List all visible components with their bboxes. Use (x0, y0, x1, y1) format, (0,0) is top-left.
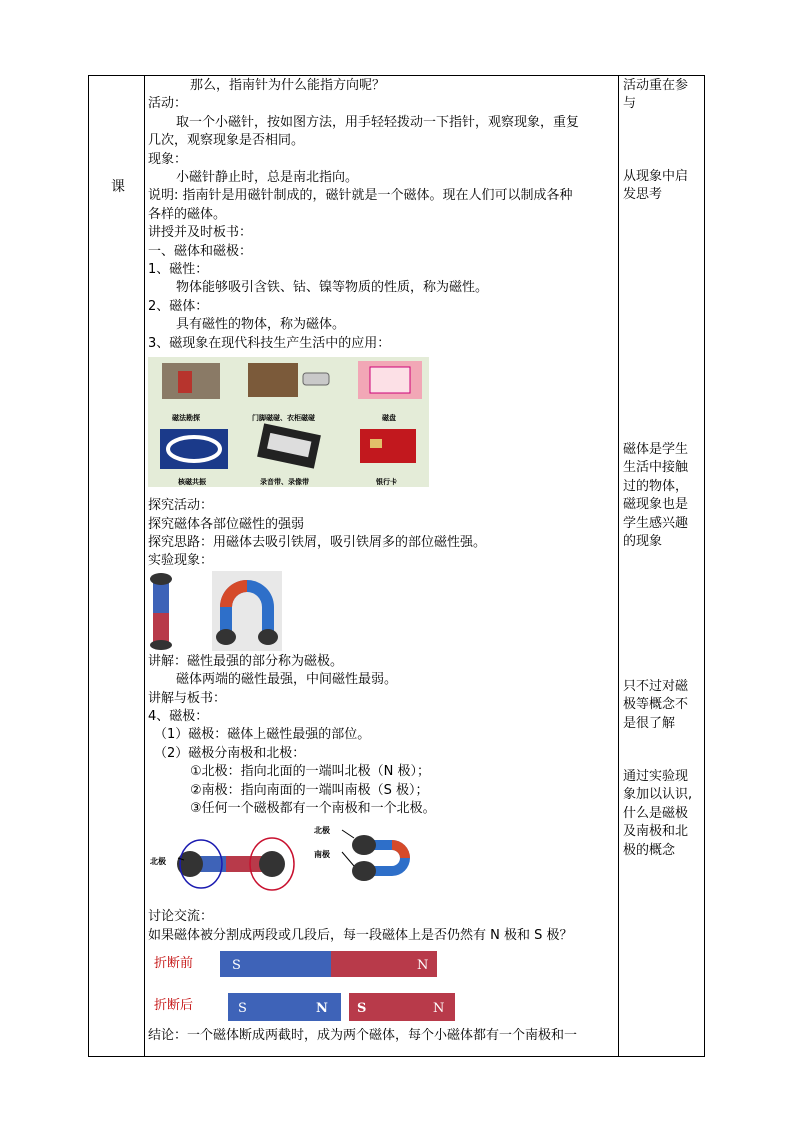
text-line: 讲解：磁性最强的部分称为磁极。 (148, 653, 344, 669)
iron-filings (150, 573, 172, 585)
text-line: （2）磁极分南极和北极： (154, 745, 306, 761)
lesson-table (88, 75, 705, 1057)
note-line: 及南极和北 (623, 824, 689, 840)
card-chip (370, 439, 382, 448)
magnet-half-2 (349, 993, 455, 1021)
door-photo (248, 363, 298, 397)
iron-filings (216, 629, 236, 645)
text-line: 小磁针静止时，总是南北指向。 (176, 170, 359, 186)
caption-card: 银行卡 (376, 478, 397, 487)
note-line: 磁现象也是 (623, 497, 689, 513)
magnet-letter-n: N (433, 1001, 445, 1017)
text-line: 活动： (148, 96, 188, 112)
caption-door: 门脚磁碰、衣柜磁碰 (252, 414, 315, 423)
text-line: 各样的磁体。 (148, 206, 227, 222)
text-line: 具有磁性的物体，称为磁体。 (176, 317, 346, 333)
text-line: 物体能够吸引含铁、钴、镍等物质的性质，称为磁性。 (176, 280, 489, 296)
note-line: 学生感兴趣 (623, 515, 689, 531)
caption-disk: 磁盘 (382, 414, 396, 423)
label-pointer (342, 852, 354, 866)
magnet-whole-blue (220, 951, 331, 977)
poles-figure (148, 820, 448, 902)
magnet-letter-s: S (232, 958, 241, 974)
text-line: 讨论交流： (148, 909, 214, 925)
before-break-label: 折断前 (154, 956, 194, 972)
iron-filings (150, 640, 172, 650)
caption-mri: 核磁共振 (178, 478, 206, 487)
magnet-applications-figure (148, 357, 429, 487)
south-pole-label: 南极 (314, 850, 330, 860)
note-line: 极的概念 (623, 842, 676, 858)
note-line: 极等概念不 (623, 697, 689, 713)
text-line: 那么，指南针为什么能指方向呢？ (190, 78, 386, 93)
note-concepts (623, 678, 701, 733)
text-line: 如果磁体被分割成两段或几段后，每一段磁体上是否仍然有 N 极和 S 极？ (148, 927, 573, 943)
conclusion-line: 结论：一个磁体断成两截时，成为两个磁体，每个小磁体都有一个南极和一 (148, 1028, 578, 1044)
text-line: 说明: 指南针是用磁针制成的，磁针就是一个磁体。现在人们可以制成各种 (148, 188, 573, 204)
text-line: 磁体两端的磁性最强，中间磁性最弱。 (176, 672, 398, 688)
text-line: 讲授并及时板书： (148, 225, 253, 241)
note-line: 从现象中启 (623, 169, 689, 184)
magnet-whole-red (331, 951, 437, 977)
experiment-illustration (148, 571, 298, 651)
text-line: 探究活动： (148, 498, 214, 514)
iron-filings (352, 861, 376, 881)
note-interest (623, 441, 701, 551)
note-line: 发思考 (623, 187, 663, 203)
magnet-letter-n: N (417, 958, 429, 974)
iron-filings (352, 835, 376, 855)
text-line: ③任何一个磁极都有一个南极和一个北极。 (190, 800, 436, 816)
column-divider (618, 76, 619, 1056)
caption-tape: 录音带、录像带 (260, 478, 309, 487)
iron-filings (258, 629, 278, 645)
prospecting-person (178, 371, 192, 393)
text-line: 现象： (148, 151, 188, 167)
text-line: 3、磁现象在现代科技生产生活中的应用： (148, 335, 391, 351)
experiment-figure (148, 571, 618, 653)
north-pole-label: 北极 (314, 826, 330, 836)
note-line: 什么是磁极 (623, 805, 689, 821)
note-line: 与 (623, 96, 637, 112)
text-line: 1、磁性： (148, 262, 209, 278)
note-line: 过的物体， (623, 478, 689, 494)
after-break-label: 折断后 (154, 998, 194, 1014)
magnet-letter-s: S (357, 1001, 367, 1017)
magnet-half-1 (228, 993, 341, 1021)
note-inspire (623, 168, 701, 205)
note-line: 的现象 (623, 534, 663, 550)
text-line: 一、磁体和磁极： (148, 243, 253, 259)
text-line: 2、磁体： (148, 298, 209, 314)
magnet-letter-s: S (238, 1001, 247, 1017)
horseshoe-red (392, 840, 410, 858)
note-experiment (623, 768, 701, 860)
break-figure (148, 949, 468, 1027)
caption-prospecting: 磁法勘探 (172, 414, 200, 423)
note-line: 通过实验现 (623, 769, 689, 784)
note-line: 磁体是学生 (623, 442, 689, 457)
iron-filings (259, 851, 285, 877)
left-column (89, 76, 144, 1056)
text-line: 4、磁极： (148, 708, 209, 724)
note-line: 象加以认识, (623, 787, 693, 803)
text-line: 取一个小磁针，按如图方法，用手轻轻拨动一下指针，观察现象，重复 (176, 114, 580, 130)
floppy-disk (370, 367, 410, 393)
door-catch (303, 373, 329, 385)
note-line: 是很了解 (623, 715, 676, 731)
text-line: 实验现象： (148, 553, 214, 569)
bank-card-photo (360, 429, 416, 463)
label-pointer (342, 830, 354, 838)
column-divider (144, 76, 145, 1056)
text-line: 探究磁体各部位磁性的强弱 (148, 516, 305, 532)
text-line: 讲解与板书： (148, 690, 227, 706)
magnet-letter-n: N (316, 1001, 328, 1017)
text-line: ②南极：指向南面的一端叫南极（S 极）； (190, 782, 429, 798)
text-line: 几次，观察现象是否相同。 (148, 133, 305, 149)
section-label: 课 (111, 179, 125, 195)
note-line: 生活中接触 (623, 460, 689, 476)
note-line: 活动重在参 (623, 78, 689, 93)
text-line: ①北极：指向北面的一端叫北极（N 极）； (190, 764, 431, 780)
note-participation (623, 77, 701, 114)
text-line: （1）磁极：磁体上磁性最强的部位。 (154, 727, 371, 743)
note-line: 只不过对磁 (623, 679, 689, 694)
north-pole-label: 北极 (150, 857, 166, 867)
poles-illustration (148, 820, 448, 902)
main-content (148, 77, 618, 1046)
text-line: 探究思路：用磁体去吸引铁屑，吸引铁屑多的部位磁性强。 (148, 534, 487, 550)
